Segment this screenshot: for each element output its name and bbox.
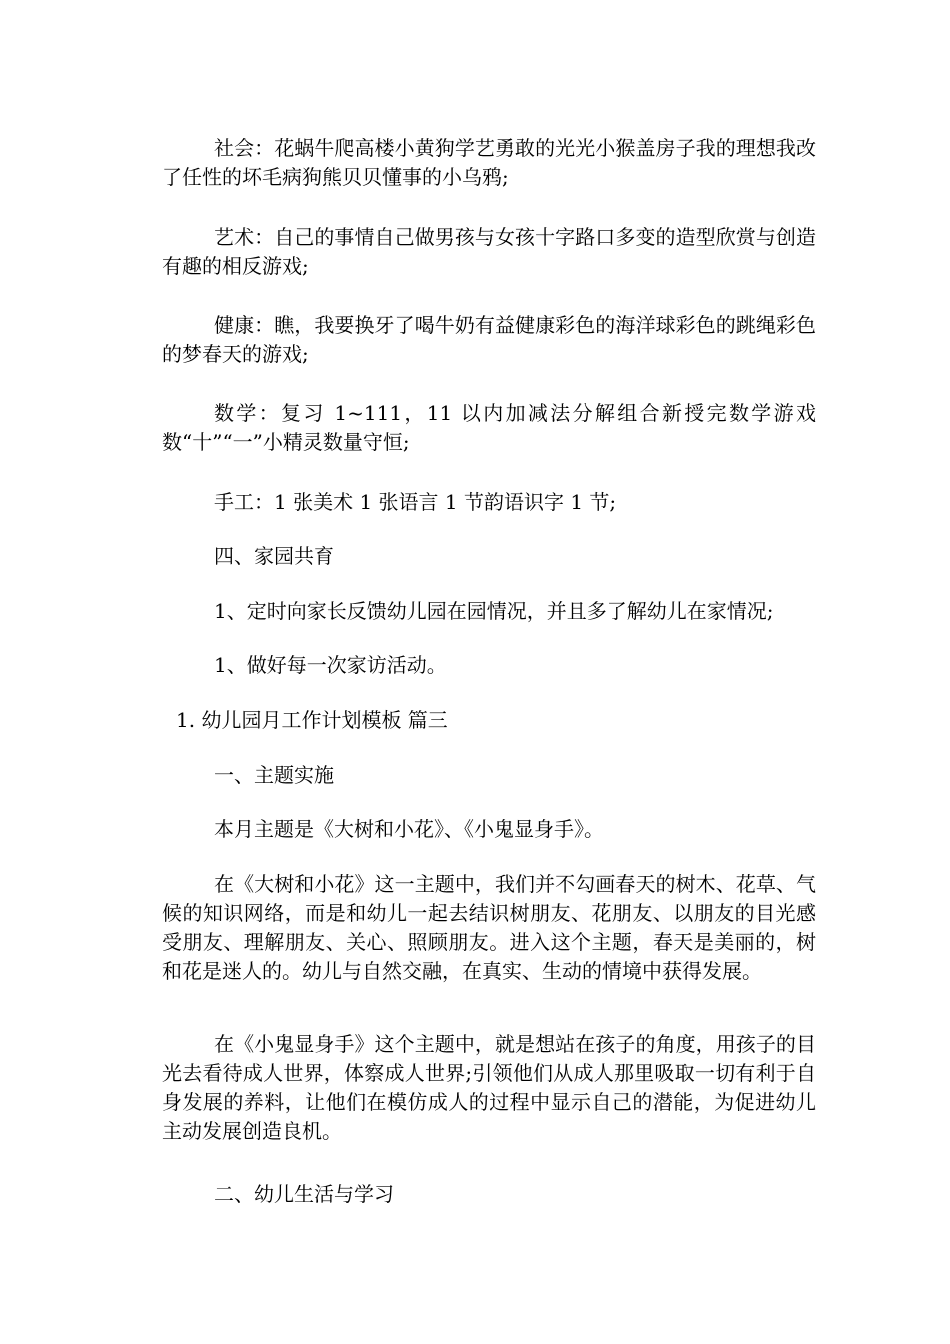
list-item-feedback: 1、定时向家长反馈幼儿园在园情况，并且多了解幼儿在家情况; [214, 599, 774, 623]
template-title: 1. 幼儿园月工作计划模板 篇三 [176, 708, 448, 732]
paragraph-social: 社会：花蜗牛爬高楼小黄狗学艺勇敢的光光小猴盖房子我的理想我改了任性的坏毛病狗熊贝贝懂事的小乌鸦; [162, 136, 816, 189]
paragraph-art: 艺术：自己的事情自己做男孩与女孩十字路口多变的造型欣赏与创造有趣的相反游戏; [162, 225, 816, 278]
section-heading-theme: 一、主题实施 [214, 763, 334, 787]
paragraph-trees-flowers: 在《大树和小花》这一主题中，我们并不勾画春天的树木、花草、气候的知识网络，而是和幼儿一起去结识树朋友、花朋友、以朋友的目光感受朋友、理解朋友、关心、照顾朋友。进入这个主题，春天是美丽的，树和花是迷人的。幼儿与自然交融，在真实、生动的情境中获得发展。 [162, 872, 816, 983]
list-item-home-visit: 1、做好每一次家访活动。 [214, 653, 447, 677]
paragraph-little-ghost: 在《小鬼显身手》这个主题中，就是想站在孩子的角度，用孩子的目光去看待成人世界，体察成人世界;引领他们从成人那里吸取一切有利于自身发展的养料，让他们在模仿成人的过程中显示自己的潜能，为促进幼儿主动发展创造良机。 [162, 1032, 816, 1143]
paragraph-math: 数学：复习 1~111，11 以内加减法分解组合新授完数学游戏数“十”“一”小精灵数量守恒; [162, 401, 816, 454]
section-heading-home-school: 四、家园共育 [214, 544, 334, 568]
paragraph-health: 健康：瞧，我要换牙了喝牛奶有益健康彩色的海洋球彩色的跳绳彩色的梦春天的游戏; [162, 313, 816, 366]
paragraph-handwork: 手工：1 张美术 1 张语言 1 节韵语识字 1 节; [214, 490, 617, 514]
paragraph-monthly-theme: 本月主题是《大树和小花》、《小鬼显身手》。 [214, 817, 604, 841]
section-heading-life-learning: 二、幼儿生活与学习 [214, 1182, 394, 1206]
